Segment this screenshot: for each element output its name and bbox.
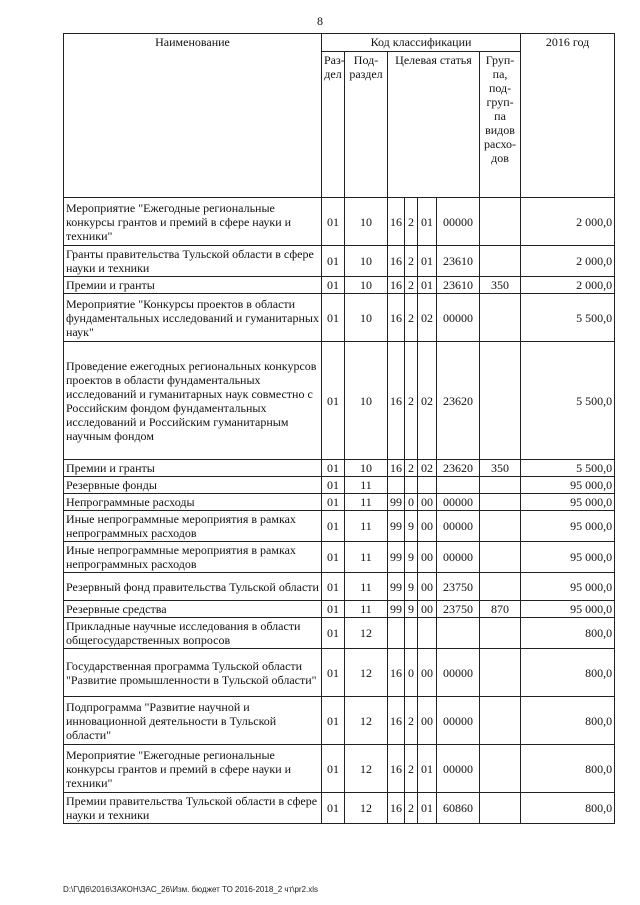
cell-rz: 01 (322, 246, 345, 277)
cell-cs3: 02 (418, 460, 437, 477)
cell-vr (480, 697, 521, 745)
cell-cs4: 00000 (437, 494, 480, 511)
cell-cs3: 01 (418, 246, 437, 277)
cell-cs1: 16 (388, 460, 405, 477)
cell-pr: 11 (345, 601, 388, 618)
table-row (64, 649, 615, 697)
cell-cs1 (388, 477, 405, 494)
cell-rz: 01 (322, 511, 345, 542)
table-row (64, 198, 615, 246)
cell-rz: 01 (322, 697, 345, 745)
cell-amount: 95 000,0 (521, 494, 615, 511)
table-row (64, 494, 615, 511)
cell-pr: 10 (345, 342, 388, 460)
table-row (64, 460, 615, 477)
cell-name: Премии и гранты (64, 460, 322, 477)
cell-amount: 2 000,0 (521, 277, 615, 294)
cell-cs2: 2 (405, 277, 418, 294)
cell-cs3: 01 (418, 198, 437, 246)
cell-pr: 12 (345, 793, 388, 824)
cell-vr (480, 542, 521, 573)
table-row (64, 793, 615, 824)
cell-cs1: 16 (388, 649, 405, 697)
cell-cs4: 23620 (437, 460, 480, 477)
table-row (64, 697, 615, 745)
cell-cs2: 2 (405, 745, 418, 793)
cell-cs2: 2 (405, 697, 418, 745)
cell-name: Резервные средства (64, 601, 322, 618)
header-code-group: Код классификации (322, 34, 521, 52)
table-row (64, 601, 615, 618)
cell-rz: 01 (322, 294, 345, 342)
cell-pr: 11 (345, 542, 388, 573)
cell-pr: 11 (345, 573, 388, 601)
cell-amount: 5 500,0 (521, 460, 615, 477)
cell-name: Премии и гранты (64, 277, 322, 294)
cell-cs1: 16 (388, 277, 405, 294)
cell-cs3: 00 (418, 511, 437, 542)
cell-cs4: 23750 (437, 601, 480, 618)
cell-name: Иные непрограммные мероприятия в рамках непрограммных расходов (64, 511, 322, 542)
cell-cs4: 60860 (437, 793, 480, 824)
cell-vr (480, 618, 521, 649)
cell-cs3: 00 (418, 601, 437, 618)
header-subsection: Под- раздел (345, 52, 388, 198)
cell-name: Государственная программа Тульской области "Развитие промышленности в Тульской области" (64, 649, 322, 697)
cell-vr (480, 294, 521, 342)
cell-vr: 350 (480, 460, 521, 477)
cell-rz: 01 (322, 793, 345, 824)
cell-rz: 01 (322, 494, 345, 511)
cell-rz: 01 (322, 477, 345, 494)
cell-cs1: 16 (388, 697, 405, 745)
cell-cs2 (405, 477, 418, 494)
cell-cs4: 23750 (437, 573, 480, 601)
cell-name: Резервный фонд правительства Тульской области (64, 573, 322, 601)
cell-vr: 870 (480, 601, 521, 618)
cell-pr: 10 (345, 294, 388, 342)
cell-cs1: 99 (388, 511, 405, 542)
cell-pr: 11 (345, 477, 388, 494)
cell-cs3: 00 (418, 649, 437, 697)
cell-name: Мероприятие "Конкурсы проектов в области фундаментальных исследований и гуманитарных наук" (64, 294, 322, 342)
cell-cs2: 2 (405, 294, 418, 342)
header-year: 2016 год (521, 34, 615, 198)
cell-cs3: 00 (418, 542, 437, 573)
cell-name: Прикладные научные исследования в области общегосударственных вопросов (64, 618, 322, 649)
cell-amount: 95 000,0 (521, 542, 615, 573)
cell-name: Иные непрограммные мероприятия в рамках непрограммных расходов (64, 542, 322, 573)
cell-cs3: 01 (418, 793, 437, 824)
budget-table (63, 33, 615, 824)
cell-rz: 01 (322, 618, 345, 649)
cell-cs4: 23610 (437, 277, 480, 294)
cell-vr (480, 246, 521, 277)
cell-cs4: 23620 (437, 342, 480, 460)
cell-cs1: 16 (388, 246, 405, 277)
cell-amount: 5 500,0 (521, 294, 615, 342)
cell-cs2: 0 (405, 649, 418, 697)
cell-cs1: 99 (388, 494, 405, 511)
cell-amount: 95 000,0 (521, 601, 615, 618)
cell-cs3: 00 (418, 697, 437, 745)
cell-cs4: 00000 (437, 745, 480, 793)
cell-amount: 2 000,0 (521, 246, 615, 277)
cell-cs1: 99 (388, 601, 405, 618)
cell-rz: 01 (322, 573, 345, 601)
cell-cs4: 00000 (437, 697, 480, 745)
cell-cs2: 2 (405, 198, 418, 246)
cell-rz: 01 (322, 277, 345, 294)
cell-pr: 10 (345, 277, 388, 294)
cell-vr (480, 342, 521, 460)
cell-vr (480, 494, 521, 511)
cell-cs1: 99 (388, 573, 405, 601)
cell-pr: 12 (345, 618, 388, 649)
table-row (64, 745, 615, 793)
cell-cs4: 00000 (437, 542, 480, 573)
cell-vr: 350 (480, 277, 521, 294)
table-row (64, 573, 615, 601)
cell-name: Непрограммные расходы (64, 494, 322, 511)
cell-cs3: 01 (418, 277, 437, 294)
cell-cs1 (388, 618, 405, 649)
cell-amount: 800,0 (521, 745, 615, 793)
cell-cs1: 16 (388, 198, 405, 246)
table-row (64, 511, 615, 542)
cell-pr: 11 (345, 494, 388, 511)
cell-name: Подпрограмма "Развитие научной и инновационной деятельности в Тульской области" (64, 697, 322, 745)
cell-cs2: 9 (405, 573, 418, 601)
cell-name: Премии правительства Тульской области в сфере науки и техники (64, 793, 322, 824)
header-target: Целевая статья (388, 52, 480, 198)
header-group: Груп- па, под- груп- па видов расхо- дов (480, 52, 521, 198)
header-section: Раз- дел (322, 52, 345, 198)
cell-cs2: 0 (405, 494, 418, 511)
cell-amount: 95 000,0 (521, 477, 615, 494)
table-row (64, 277, 615, 294)
cell-amount: 800,0 (521, 618, 615, 649)
cell-amount: 95 000,0 (521, 573, 615, 601)
cell-cs4: 23610 (437, 246, 480, 277)
cell-cs2: 2 (405, 793, 418, 824)
cell-vr (480, 477, 521, 494)
table-row (64, 618, 615, 649)
cell-cs4: 00000 (437, 198, 480, 246)
cell-cs3: 01 (418, 745, 437, 793)
cell-cs2: 9 (405, 601, 418, 618)
cell-amount: 800,0 (521, 697, 615, 745)
cell-name: Мероприятие "Ежегодные региональные конкурсы грантов и премий в сфере науки и техники" (64, 198, 322, 246)
cell-vr (480, 573, 521, 601)
cell-cs3: 00 (418, 494, 437, 511)
cell-amount: 2 000,0 (521, 198, 615, 246)
table-row (64, 294, 615, 342)
cell-cs3: 00 (418, 573, 437, 601)
cell-rz: 01 (322, 601, 345, 618)
header-name: Наименование (64, 34, 322, 198)
cell-vr (480, 793, 521, 824)
cell-rz: 01 (322, 460, 345, 477)
cell-rz: 01 (322, 649, 345, 697)
cell-pr: 10 (345, 246, 388, 277)
cell-vr (480, 745, 521, 793)
table-row (64, 477, 615, 494)
cell-cs4: 00000 (437, 294, 480, 342)
file-path: D:\Г\Д6\2016\ЗАКОН\ЗАС_26\Изм. бюджет ТО 2016-2018_2 чт\pr2.xls (63, 885, 319, 894)
page-number: 8 (317, 14, 323, 28)
cell-cs1: 16 (388, 342, 405, 460)
cell-cs3: 02 (418, 294, 437, 342)
cell-amount: 800,0 (521, 649, 615, 697)
cell-pr: 10 (345, 460, 388, 477)
cell-cs2: 2 (405, 246, 418, 277)
cell-rz: 01 (322, 342, 345, 460)
cell-pr: 11 (345, 511, 388, 542)
cell-vr (480, 198, 521, 246)
cell-vr (480, 511, 521, 542)
cell-cs4: 00000 (437, 649, 480, 697)
cell-pr: 12 (345, 649, 388, 697)
cell-cs4: 00000 (437, 511, 480, 542)
cell-cs4 (437, 477, 480, 494)
cell-amount: 95 000,0 (521, 511, 615, 542)
cell-cs2: 2 (405, 342, 418, 460)
cell-cs1: 16 (388, 745, 405, 793)
cell-cs3 (418, 618, 437, 649)
cell-cs1: 16 (388, 793, 405, 824)
cell-cs2: 9 (405, 511, 418, 542)
cell-name: Резервные фонды (64, 477, 322, 494)
cell-pr: 10 (345, 198, 388, 246)
cell-name: Гранты правительства Тульской области в сфере науки и техники (64, 246, 322, 277)
cell-cs2: 2 (405, 460, 418, 477)
cell-rz: 01 (322, 542, 345, 573)
cell-vr (480, 649, 521, 697)
cell-name: Мероприятие "Ежегодные региональные конкурсы грантов и премий в сфере науки и техники" (64, 745, 322, 793)
table-body (64, 198, 615, 824)
cell-cs3: 02 (418, 342, 437, 460)
cell-amount: 800,0 (521, 793, 615, 824)
cell-rz: 01 (322, 745, 345, 793)
cell-rz: 01 (322, 198, 345, 246)
cell-cs4 (437, 618, 480, 649)
cell-pr: 12 (345, 745, 388, 793)
table-row (64, 246, 615, 277)
cell-amount: 5 500,0 (521, 342, 615, 460)
cell-name: Проведение ежегодных региональных конкурсов проектов в области фундаментальных исследований и гуманитарных наук совместно с Российским фондом фундаментальных исследований и Российским гуманитарным научным фондом (64, 342, 322, 460)
cell-cs2: 9 (405, 542, 418, 573)
cell-cs3 (418, 477, 437, 494)
cell-cs1: 99 (388, 542, 405, 573)
table-row (64, 542, 615, 573)
cell-pr: 12 (345, 697, 388, 745)
table-row (64, 342, 615, 460)
cell-cs1: 16 (388, 294, 405, 342)
cell-cs2 (405, 618, 418, 649)
